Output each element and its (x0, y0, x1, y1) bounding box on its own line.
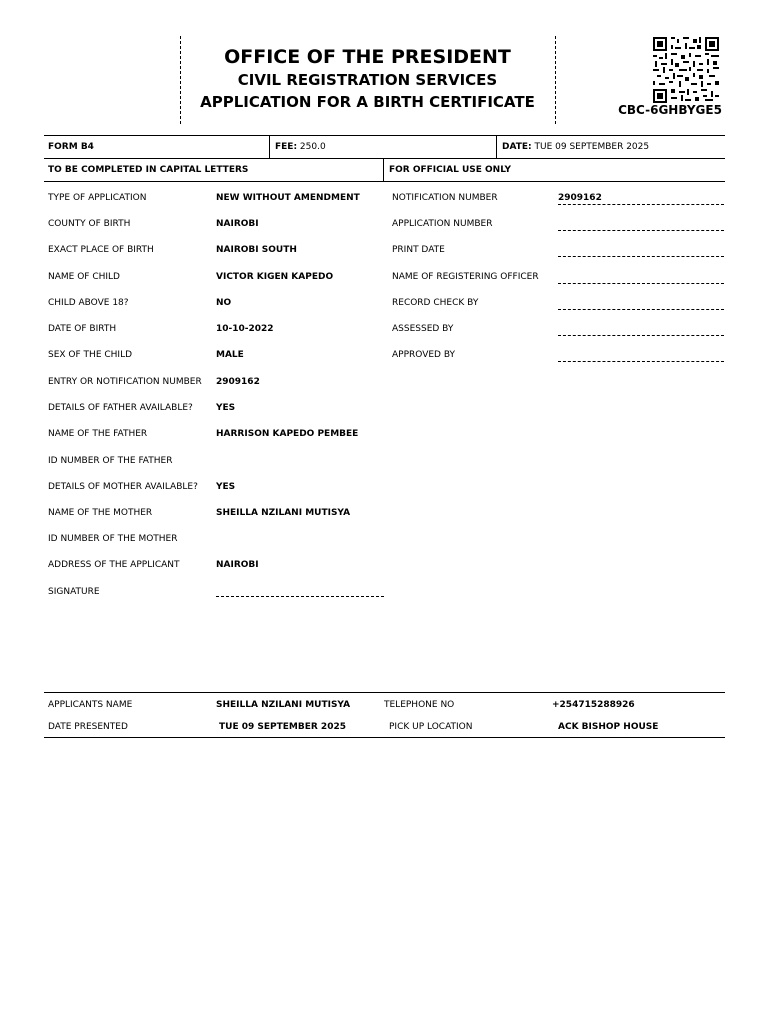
signature-label: SIGNATURE (48, 587, 100, 597)
footer-top-line (44, 692, 725, 693)
field-value: 2909162 (216, 377, 260, 387)
official-label: PRINT DATE (392, 245, 445, 255)
fee-label: FEE: (275, 142, 298, 152)
field-label: NAME OF THE MOTHER (48, 508, 153, 518)
field-label: SEX OF THE CHILD (48, 350, 133, 360)
official-value (558, 272, 724, 284)
service-title: CIVIL REGISTRATION SERVICES (237, 71, 498, 89)
official-label: APPROVED BY (392, 350, 456, 360)
field-label: DETAILS OF FATHER AVAILABLE? (48, 403, 193, 413)
official-value: 2909162 (558, 193, 724, 205)
field-label: NAME OF CHILD (48, 272, 120, 282)
field-value: HARRISON KAPEDO PEMBEE (216, 429, 359, 439)
field-label: ID NUMBER OF THE FATHER (48, 456, 173, 466)
field-label: ADDRESS OF THE APPLICANT (48, 560, 180, 570)
official-value (558, 350, 724, 362)
official-value (558, 219, 724, 231)
field-label: DETAILS OF MOTHER AVAILABLE? (48, 482, 198, 492)
field-value: NEW WITHOUT AMENDMENT (216, 193, 360, 203)
field-value: 10-10-2022 (216, 324, 274, 334)
field-label: TYPE OF APPLICATION (48, 193, 147, 203)
field-value: VICTOR KIGEN KAPEDO (216, 272, 334, 282)
field-value: YES (216, 482, 236, 492)
date-label: DATE: (502, 142, 532, 152)
pickup-location-label: PICK UP LOCATION (389, 722, 473, 732)
field-label: ENTRY OR NOTIFICATION NUMBER (48, 377, 202, 387)
date-value: TUE 09 SEPTEMBER 2025 (534, 142, 650, 152)
signature-line (216, 596, 384, 597)
office-title: OFFICE OF THE PRESIDENT (224, 46, 511, 68)
footer-bottom-line (44, 737, 725, 738)
section-divider (383, 158, 384, 181)
applicant-name-value: SHEILLA NZILANI MUTISYA (216, 700, 351, 710)
field-label: COUNTY OF BIRTH (48, 219, 131, 229)
field-value: NAIROBI (216, 560, 259, 570)
field-label: EXACT PLACE OF BIRTH (48, 245, 154, 255)
field-value: YES (216, 403, 236, 413)
official-label: ASSESSED BY (392, 324, 454, 334)
fee (275, 142, 326, 152)
telephone-label: TELEPHONE NO (384, 700, 455, 710)
telephone-value: +254715288926 (552, 700, 635, 710)
form-bar-divider-1 (269, 135, 270, 158)
field-value: NAIROBI SOUTH (216, 245, 297, 255)
field-value: NO (216, 298, 232, 308)
field-label: DATE OF BIRTH (48, 324, 117, 334)
official-label: NAME OF REGISTERING OFFICER (392, 272, 539, 282)
date (502, 142, 649, 152)
official-value (558, 298, 724, 310)
official-value (558, 245, 724, 257)
field-value: SHEILLA NZILANI MUTISYA (216, 508, 351, 518)
field-label: NAME OF THE FATHER (48, 429, 148, 439)
field-label: ID NUMBER OF THE MOTHER (48, 534, 178, 544)
date-presented-value: TUE 09 SEPTEMBER 2025 (219, 722, 346, 732)
pickup-location-value: ACK BISHOP HOUSE (558, 722, 659, 732)
form-bar-bottom-line (44, 158, 725, 159)
section-official-use: FOR OFFICIAL USE ONLY (389, 165, 512, 175)
fee-value: 250.0 (299, 142, 326, 152)
field-value: MALE (216, 350, 244, 360)
qr-code-icon (653, 37, 719, 103)
form-bar-divider-2 (496, 135, 497, 158)
section-capital-letters: TO BE COMPLETED IN CAPITAL LETTERS (48, 165, 249, 175)
header-divider-left (180, 36, 181, 124)
section-bottom-line (44, 181, 725, 182)
form-bar-top-line (44, 135, 725, 136)
header-divider-right (555, 36, 556, 124)
field-value: NAIROBI (216, 219, 259, 229)
form-number: FORM B4 (48, 142, 94, 152)
certificate-code: CBC-6GHBYGE5 (618, 103, 722, 117)
official-value (558, 324, 724, 336)
official-label: NOTIFICATION NUMBER (392, 193, 498, 203)
official-label: RECORD CHECK BY (392, 298, 479, 308)
official-label: APPLICATION NUMBER (392, 219, 493, 229)
applicant-name-label: APPLICANTS NAME (48, 700, 133, 710)
form-title: APPLICATION FOR A BIRTH CERTIFICATE (200, 93, 535, 111)
date-presented-label: DATE PRESENTED (48, 722, 128, 732)
field-label: CHILD ABOVE 18? (48, 298, 129, 308)
